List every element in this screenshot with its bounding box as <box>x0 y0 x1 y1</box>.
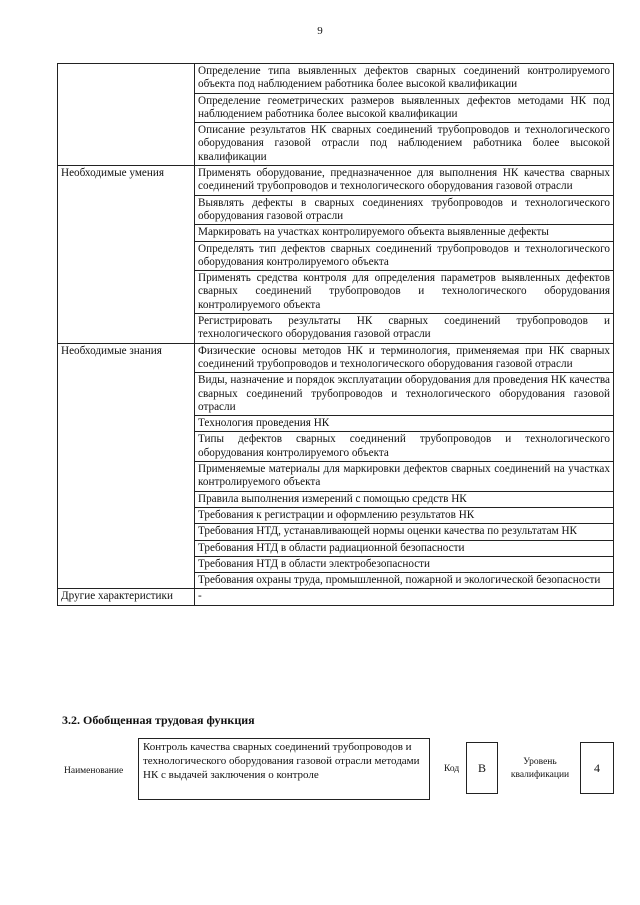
table-cell: Применяемые материалы для маркировки дефектов сварных соединений на участках контролируемого объекта <box>195 462 614 492</box>
table-cell: Требования НТД, устанавливающей нормы оценки качества по результатам НК <box>195 524 614 540</box>
labor-function-table <box>57 63 614 606</box>
table-cell: Регистрировать результаты НК сварных соединений трубопроводов и технологического оборудования газовой отрасли <box>195 314 614 344</box>
empty-label-cell <box>58 64 195 166</box>
table-cell: Определять тип дефектов сварных соединений трубопроводов и технологического оборудования контролируемого объекта <box>195 241 614 271</box>
section-title: 3.2. Обобщенная трудовая функция <box>62 713 255 727</box>
other-label: Другие характеристики <box>58 589 195 605</box>
knowledge-label: Необходимые знания <box>58 343 195 589</box>
table-cell: Требования НТД в области электробезопасности <box>195 556 614 572</box>
qualification-level-label: Уровень квалификации <box>510 757 570 780</box>
name-label: Наименование <box>64 766 124 776</box>
table-cell: Требования охраны труда, промышленной, пожарной и экологической безопасности <box>195 573 614 589</box>
table-cell: Определение геометрических размеров выявленных дефектов методами НК под наблюдением работника более высокой квалификации <box>195 93 614 123</box>
table-row <box>58 343 614 373</box>
table-cell: Требования НТД в области радиационной безопасности <box>195 540 614 556</box>
code-value: B <box>466 742 498 794</box>
table-cell: Определение типа выявленных дефектов сварных соединений контролируемого объекта под наблюдением работника более высокой квалификации <box>195 64 614 94</box>
table-cell: Правила выполнения измерений с помощью средств НК <box>195 491 614 507</box>
table-cell: Применять оборудование, предназначенное для выполнения НК качества сварных соединений трубопроводов и технологического оборудования газовой отрасли <box>195 166 614 196</box>
table-row <box>58 64 614 94</box>
table-cell: Физические основы методов НК и терминология, применяемая при НК сварных соединений трубопроводов и технологического оборудования газовой отрасли <box>195 343 614 373</box>
table-cell: Виды, назначение и порядок эксплуатации оборудования для проведения НК качества сварных соединений трубопроводов и технологического оборудования газовой отрасли <box>195 373 614 416</box>
other-value: - <box>195 589 614 605</box>
table-cell: Описание результатов НК сварных соединений трубопроводов и технологического оборудования газовой отрасли под наблюдением работника более высокой квалификации <box>195 123 614 166</box>
table-row <box>58 589 614 605</box>
table-cell: Типы дефектов сварных соединений трубопроводов и технологического оборудования контролируемого объекта <box>195 432 614 462</box>
table-row <box>58 166 614 196</box>
table-cell: Маркировать на участках контролируемого объекта выявленные дефекты <box>195 225 614 241</box>
skills-label: Необходимые умения <box>58 166 195 344</box>
table-cell: Технология проведения НК <box>195 416 614 432</box>
page-number: 9 <box>317 25 323 37</box>
code-label: Код <box>444 764 460 774</box>
table-cell: Применять средства контроля для определения параметров выявленных дефектов сварных соединений трубопроводов и технологического оборудования контролируемого объекта <box>195 271 614 314</box>
table-cell: Требования к регистрации и оформлению результатов НК <box>195 507 614 523</box>
table-cell: Выявлять дефекты в сварных соединениях трубопроводов и технологического оборудования газовой отрасли <box>195 195 614 225</box>
qualification-level-value: 4 <box>580 742 614 794</box>
name-value: Контроль качества сварных соединений трубопроводов и технологического оборудования газовой отрасли методами НК с выдачей заключения о контроле <box>138 738 430 800</box>
